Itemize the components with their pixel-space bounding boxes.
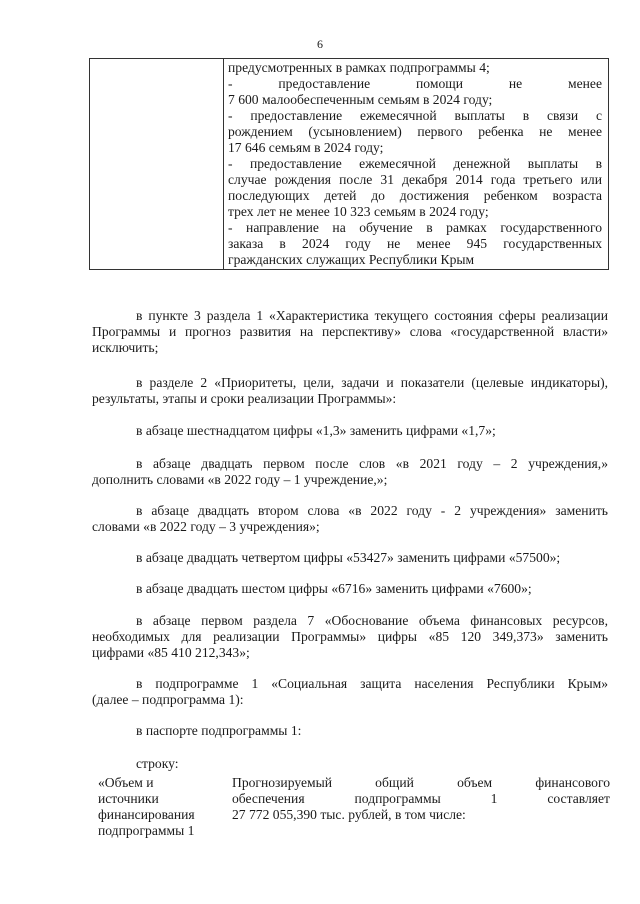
table-line: трех лет не менее 10 323 семьям в 2024 году; — [228, 204, 489, 219]
paragraph-line: словами «в 2022 году – 3 учреждения»; — [92, 519, 320, 534]
passport-label-line: финансирования — [98, 807, 195, 822]
page-number: 6 — [317, 37, 323, 51]
table-line: 7 600 малообеспеченным семьям в 2024 году; — [228, 92, 493, 107]
passport-label-line: «Объем и — [98, 775, 154, 790]
paragraph-section-1 — [92, 308, 608, 356]
table-line: - предоставление помощи не менее — [228, 76, 602, 91]
paragraph-abzac-26: в абзаце двадцать шестом цифры «6716» заменить цифрами «7600»; — [136, 581, 532, 596]
table-line: случае рождения после 31 декабря 2014 года третьего или — [228, 172, 602, 187]
paragraph-line: Программы и прогноз развития на перспективу» слова «государственной власти» — [92, 324, 608, 339]
paragraph-line: (далее – подпрограмма 1): — [92, 692, 244, 707]
passport-value-line: обеспечения подпрограммы 1 составляет — [232, 791, 610, 806]
paragraph-subprogram-1 — [92, 676, 608, 708]
paragraph-abzac-22 — [92, 503, 608, 535]
passport-label-line: источники — [98, 791, 159, 806]
passport-value-line: Прогнозируемый общий объем финансового — [232, 775, 610, 790]
passport-value-line: 27 772 055,390 тыс. рублей, в том числе: — [232, 807, 466, 822]
table-line: - предоставление ежемесячной выплаты в связи с — [228, 108, 602, 123]
table-line: - направление на обучение в рамках государственного — [228, 220, 602, 235]
paragraph-section-2 — [92, 375, 608, 407]
paragraph-line: в абзаце первом раздела 7 «Обоснование объема финансовых ресурсов, — [136, 613, 608, 628]
paragraph-line: цифрами «85 410 212,343»; — [92, 645, 250, 660]
table-line: рождением (усыновлением) первого ребенка не менее — [228, 124, 602, 139]
table-empty-cell — [90, 59, 224, 270]
paragraph-line: дополнить словами «в 2022 году – 1 учреждение,»; — [92, 472, 388, 487]
paragraph-line: исключить; — [92, 340, 159, 355]
continuation-table — [89, 58, 609, 270]
table-line: последующих детей до достижения ребенком возраста — [228, 188, 602, 203]
paragraph-passport: в паспорте подпрограммы 1: — [136, 723, 302, 738]
paragraph-line: результаты, этапы и сроки реализации Программы»: — [92, 391, 397, 406]
passport-label-line: подпрограммы 1 — [98, 823, 195, 838]
paragraph-abzac-16: в абзаце шестнадцатом цифры «1,3» заменить цифрами «1,7»; — [136, 423, 496, 438]
paragraph-line: в подпрограмме 1 «Социальная защита населения Республики Крым» — [136, 676, 608, 691]
paragraph-section-7 — [92, 613, 608, 661]
paragraph-abzac-24: в абзаце двадцать четвертом цифры «53427» заменить цифрами «57500»; — [136, 550, 561, 565]
paragraph-line: необходимых для реализации Программы» цифры «85 120 349,373» заменить — [92, 629, 608, 644]
paragraph-line: в разделе 2 «Приоритеты, цели, задачи и показатели (целевые индикаторы), — [136, 375, 608, 390]
table-line: заказа в 2024 году не менее 945 государственных — [228, 236, 602, 251]
table-line: предусмотренных в рамках подпрограммы 4; — [228, 60, 490, 75]
table-text-cell — [224, 59, 609, 270]
paragraph-line: в пункте 3 раздела 1 «Характеристика текущего состояния сферы реализации — [136, 308, 608, 323]
passport-value — [232, 775, 610, 823]
paragraph-row: строку: — [136, 756, 179, 771]
table-line: 17 646 семьям в 2024 году; — [228, 140, 384, 155]
table-line: - предоставление ежемесячной денежной выплаты в — [228, 156, 602, 171]
table-line: гражданских служащих Республики Крым — [228, 252, 475, 267]
paragraph-line: в абзаце двадцать первом после слов «в 2021 году – 2 учреждения,» — [136, 456, 608, 471]
paragraph-line: в абзаце двадцать втором слова «в 2022 году - 2 учреждения» заменить — [136, 503, 608, 518]
paragraph-abzac-21 — [92, 456, 608, 488]
